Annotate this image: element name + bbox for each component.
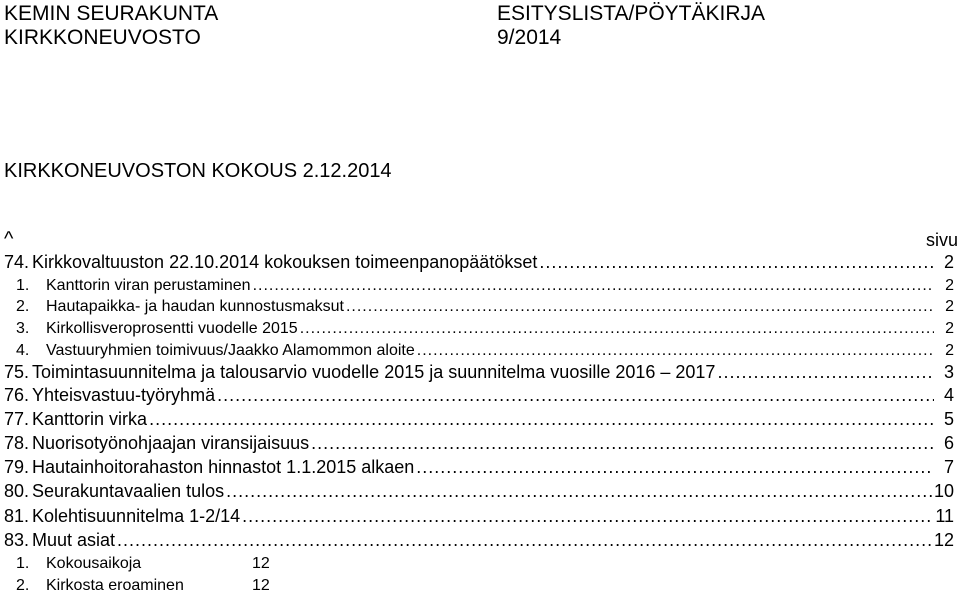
toc-page: 2 xyxy=(945,320,954,337)
toc-number: 3. xyxy=(16,320,30,337)
page-column-label: sivu xyxy=(925,230,958,250)
toc-leader xyxy=(417,342,934,360)
toc-title: Toimintasuunnitelma ja talousarvio vuodelle 2015 ja suunnitelma vuosille 2016 – 2017 xyxy=(32,362,716,382)
toc-title: Kirkkovaltuuston 22.10.2014 kokouksen toimeenpanopäätökset xyxy=(32,252,538,272)
toc-subentry[interactable] xyxy=(4,320,954,338)
header-right xyxy=(497,2,765,50)
toc-page: 12 xyxy=(933,530,954,550)
toc-entry[interactable] xyxy=(4,252,954,273)
toc-leader xyxy=(217,385,934,406)
caret-mark: ^ xyxy=(4,228,14,250)
toc-entry[interactable] xyxy=(4,530,954,551)
toc-title: Kokousaikoja xyxy=(46,555,142,572)
toc-subentry[interactable] xyxy=(4,298,954,316)
toc-number: 83. xyxy=(4,530,30,550)
toc-title: Vastuuryhmien toimivuus/Jaakko Alamommon aloite xyxy=(46,342,415,359)
toc-page: 2 xyxy=(945,298,954,315)
header-left xyxy=(4,2,218,50)
org-name: KEMIN SEURAKUNTA xyxy=(4,2,219,25)
toc-leader xyxy=(539,252,934,273)
toc-number: 1. xyxy=(16,555,30,572)
toc-leader xyxy=(300,320,934,338)
toc-title: Seurakuntavaalien tulos xyxy=(32,481,225,501)
toc-leader xyxy=(416,457,934,478)
toc-leader xyxy=(311,433,934,454)
toc-page: 5 xyxy=(943,409,954,429)
meeting-title: KIRKKONEUVOSTON KOKOUS 2.12.2014 xyxy=(4,160,392,182)
org-unit: KIRKKONEUVOSTO xyxy=(4,26,201,49)
toc-page: 3 xyxy=(943,362,954,382)
toc-number: 75. xyxy=(4,362,30,382)
toc-title: Kolehtisuunnitelma 1-2/14 xyxy=(32,506,241,526)
toc-page: 10 xyxy=(933,481,954,501)
toc-leader xyxy=(149,409,934,430)
toc-title: Kanttorin viran perustaminen xyxy=(46,277,251,294)
toc-title: Kirkollisveroprosentti vuodelle 2015 xyxy=(46,320,298,337)
doc-type: ESITYSLISTA/PÖYTÄKIRJA xyxy=(497,2,766,25)
toc-entry[interactable] xyxy=(4,457,954,478)
toc-leader xyxy=(346,298,934,316)
toc-entry[interactable] xyxy=(4,362,954,383)
toc-title: Yhteisvastuu-työryhmä xyxy=(32,385,216,405)
toc-title: Hautapaikka- ja haudan kunnostusmaksut xyxy=(46,298,344,315)
toc-number: 74. xyxy=(4,252,30,272)
toc-title: Kirkosta eroaminen xyxy=(46,577,184,594)
toc-entry[interactable] xyxy=(4,409,954,430)
toc-page: 11 xyxy=(935,506,954,526)
toc-entry[interactable] xyxy=(4,433,954,454)
toc-number: 77. xyxy=(4,409,30,429)
toc-subentry[interactable] xyxy=(4,555,270,573)
toc-leader xyxy=(717,362,934,383)
toc-number: 79. xyxy=(4,457,30,477)
toc-page: 12 xyxy=(252,577,270,594)
toc-number: 4. xyxy=(16,342,30,359)
toc-number: 2. xyxy=(16,298,30,315)
toc-leader xyxy=(117,530,932,551)
toc-number: 76. xyxy=(4,385,30,405)
toc-subentry[interactable] xyxy=(4,277,954,295)
toc-number: 1. xyxy=(16,277,30,294)
toc-page: 7 xyxy=(943,457,954,477)
toc-number: 78. xyxy=(4,433,30,453)
toc-number: 81. xyxy=(4,506,30,526)
toc-page: 2 xyxy=(943,252,954,272)
toc-page: 6 xyxy=(943,433,954,453)
doc-number: 9/2014 xyxy=(497,26,562,49)
toc-number: 80. xyxy=(4,481,30,501)
toc-entry[interactable] xyxy=(4,481,954,502)
toc-number: 2. xyxy=(16,577,30,594)
toc-page: 12 xyxy=(252,555,270,572)
toc-title: Nuorisotyönohjaajan viransijaisuus xyxy=(32,433,310,453)
toc-title: Hautainhoitorahaston hinnastot 1.1.2015 alkaen xyxy=(32,457,415,477)
toc-subentry[interactable] xyxy=(4,577,270,595)
toc-page: 2 xyxy=(945,277,954,294)
toc-subentry[interactable] xyxy=(4,342,954,360)
toc-entry[interactable] xyxy=(4,506,954,527)
toc-leader xyxy=(226,481,932,502)
toc-page: 4 xyxy=(943,385,954,405)
toc-entry[interactable] xyxy=(4,385,954,406)
toc-title: Muut asiat xyxy=(32,530,116,550)
toc-leader xyxy=(242,506,933,527)
toc-title: Kanttorin virka xyxy=(32,409,148,429)
toc-page: 2 xyxy=(945,342,954,359)
toc-leader xyxy=(253,277,934,295)
